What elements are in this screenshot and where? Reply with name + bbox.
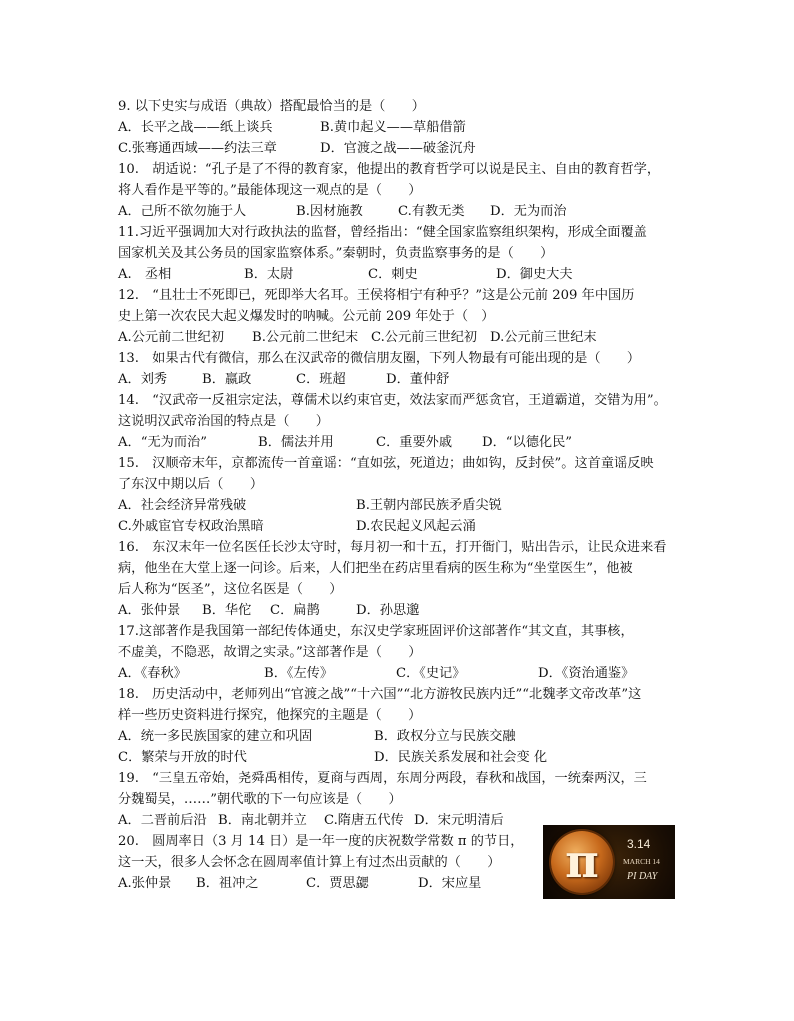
q19-option-b: B．南北朝并立: [218, 813, 307, 828]
q9-option-b: B.黄巾起义——草船借箭: [320, 120, 466, 135]
pi-month: MARCH 14: [623, 857, 660, 866]
q17-stem-line1: 17.这部著作是我国第一部纪传体通史，东汉史学家班固评价这部著作“其文直，其事核，: [118, 624, 634, 639]
q20-stem-line2: 这一天，很多人会怀念在圆周率值计算上有过杰出贡献的（ ）: [118, 855, 501, 870]
q12-stem-line2: 史上第一次农民大起义爆发时的呐喊。公元前 209 年处于（ ）: [118, 309, 495, 324]
q10-stem-line1: 10. 胡适说：“孔子是了不得的教育家，他提出的教育哲学可以说是民主、自由的教育哲学，: [118, 162, 661, 177]
pi-date: 3.14: [627, 837, 651, 851]
q19-stem-line2: 分魏蜀吴，……”朝代歌的下一句应该是（ ）: [118, 792, 402, 807]
q19-option-c: C.隋唐五代传: [324, 813, 404, 828]
q10-option-a: A．己所不欲勿施于人: [118, 204, 247, 219]
q14-option-a: A．“无为而治”: [118, 435, 207, 450]
q16-stem-line1: 16. 东汉末年一位名医任长沙太守时，每月初一和十五，打开衙门，贴出告示，让民众进来看: [118, 540, 667, 555]
q12-stem-line1: 12. “且壮士不死即已，死即举大名耳。王侯将相宁有种乎？”这是公元前 209 年中国历: [118, 288, 635, 303]
q19-stem-line1: 19. “三皇五帝始，尧舜禹相传，夏商与西周，东周分两段，春秋和战国，一统秦两汉，三: [118, 771, 647, 786]
q12-option-a: A.公元前二世纪初: [118, 330, 225, 345]
q19-option-d: D．宋元明清后: [414, 813, 504, 828]
q16-option-d: D．孙思邈: [356, 603, 420, 618]
q11-stem-line2: 国家机关及其公务员的国家监察体系。”秦朝时，负责监察事务的是（ ）: [118, 246, 554, 261]
q13-stem: 13. 如果古代有微信，那么在汉武帝的微信朋友圈，下列人物最有可能出现的是（ ）: [118, 351, 641, 366]
q18-option-d: D．民族关系发展和社会变 化: [374, 750, 548, 765]
q18-option-c: C．繁荣与开放的时代: [118, 750, 247, 765]
q12-option-c: C.公元前三世纪初: [371, 330, 478, 345]
q9-stem: 9. 以下史实与成语（典故）搭配最恰当的是（ ）: [118, 99, 425, 114]
q11-option-b: B．太尉: [244, 267, 294, 282]
pi-day-image: [543, 825, 675, 899]
q17-option-b: B．《左传》: [264, 666, 334, 681]
q13-option-c: C．班超: [296, 372, 346, 387]
q10-stem-line2: 将人看作是平等的。”最能体现这一观点的是（ ）: [118, 183, 422, 198]
q18-stem-line1: 18. 历史活动中，老师列出“官渡之战”“十六国”“北方游牧民族内迁”“北魏孝文帝改革”这: [118, 687, 642, 702]
q14-option-d: D．“以德化民”: [482, 435, 572, 450]
q14-option-c: C．重要外戚: [376, 435, 453, 450]
q18-option-a: A．统一多民族国家的建立和巩固: [118, 729, 313, 744]
q18-stem-line2: 样一些历史资料进行探究，他探究的主题是（ ）: [118, 708, 422, 723]
q16-stem-line2: 病，他坐在大堂上逐一问诊。后来，人们把坐在药店里看病的医生称为“坐堂医生”，他被: [118, 561, 633, 576]
q15-option-d: D.农民起义风起云涌: [356, 519, 476, 534]
q9-option-c: C.张骞通西域——约法三章: [118, 141, 277, 156]
q11-stem-line1: 11.习近平强调加大对行政执法的监督，曾经指出：“健全国家监察组织架构，形成全面覆盖: [118, 225, 647, 240]
q17-stem-line2: 不虚美，不隐恶，故谓之实录。”这部著作是（ ）: [118, 645, 422, 660]
q19-option-a: A．二晋前后沿: [118, 813, 207, 828]
q11-option-a: A. 丞相: [118, 267, 172, 282]
q16-option-c: C．扁鹊: [270, 603, 320, 618]
q13-option-a: A．刘秀: [118, 372, 168, 387]
q15-stem-line2: 了东汉中期以后（ ）: [118, 477, 264, 492]
q14-stem-line1: 14. “汉武帝一反祖宗定法，尊儒术以约束官吏，效法家而严惩贪官，王道霸道，交错为用”。: [118, 393, 667, 408]
q15-option-c: C.外戚宦官专权政治黑暗: [118, 519, 264, 534]
q14-option-b: B．儒法并用: [258, 435, 334, 450]
q14-stem-line2: 这说明汉武帝治国的特点是（ ）: [118, 414, 329, 429]
q10-option-b: B.因材施教: [296, 204, 363, 219]
q12-option-d: D.公元前三世纪末: [490, 330, 597, 345]
q16-option-a: A．张仲景: [118, 603, 181, 618]
q15-option-a: A．社会经济异常残破: [118, 498, 247, 513]
q11-option-c: C．刺史: [368, 267, 418, 282]
pi-coin: [551, 831, 613, 893]
q18-option-b: B．政权分立与民族交融: [374, 729, 516, 744]
pi-day-label: PI DAY: [627, 871, 658, 882]
q10-option-c: C.有教无类: [398, 204, 465, 219]
q20-option-a: A.张仲景: [118, 876, 172, 891]
q9-option-a: A．长平之战——纸上谈兵: [118, 120, 273, 135]
q11-option-d: D．御史大夫: [496, 267, 573, 282]
q15-stem-line1: 15. 汉顺帝末年，京都流传一首童谣：“直如弦，死道边；曲如钩，反封侯”。这首童谣反映: [118, 456, 654, 471]
q17-option-a: A．《春秋》: [118, 666, 187, 681]
q17-option-d: D．《资治通鉴》: [538, 666, 635, 681]
q20-stem-line1: 20. 圆周率日（3 月 14 日）是一年一度的庆祝数学常数 π 的节日，: [118, 834, 524, 849]
q16-stem-line3: 后人称为“医圣”，这位名医是（ ）: [118, 582, 343, 597]
q16-option-b: B．华佗: [202, 603, 252, 618]
q17-option-c: C．《史记》: [396, 666, 466, 681]
q20-option-b: B．祖冲之: [196, 876, 259, 891]
q20-option-c: C．贾思勰: [306, 876, 369, 891]
q13-option-d: D．董仲舒: [386, 372, 450, 387]
q9-option-d: D．官渡之战——破釜沉舟: [320, 141, 476, 156]
q13-option-b: B．嬴政: [202, 372, 252, 387]
q20-option-d: D．宋应星: [418, 876, 482, 891]
q12-option-b: B.公元前二世纪末: [252, 330, 359, 345]
q10-option-d: D．无为而治: [490, 204, 567, 219]
pi-symbol: π: [565, 834, 599, 888]
q15-option-b: B.王朝内部民族矛盾尖锐: [356, 498, 502, 513]
